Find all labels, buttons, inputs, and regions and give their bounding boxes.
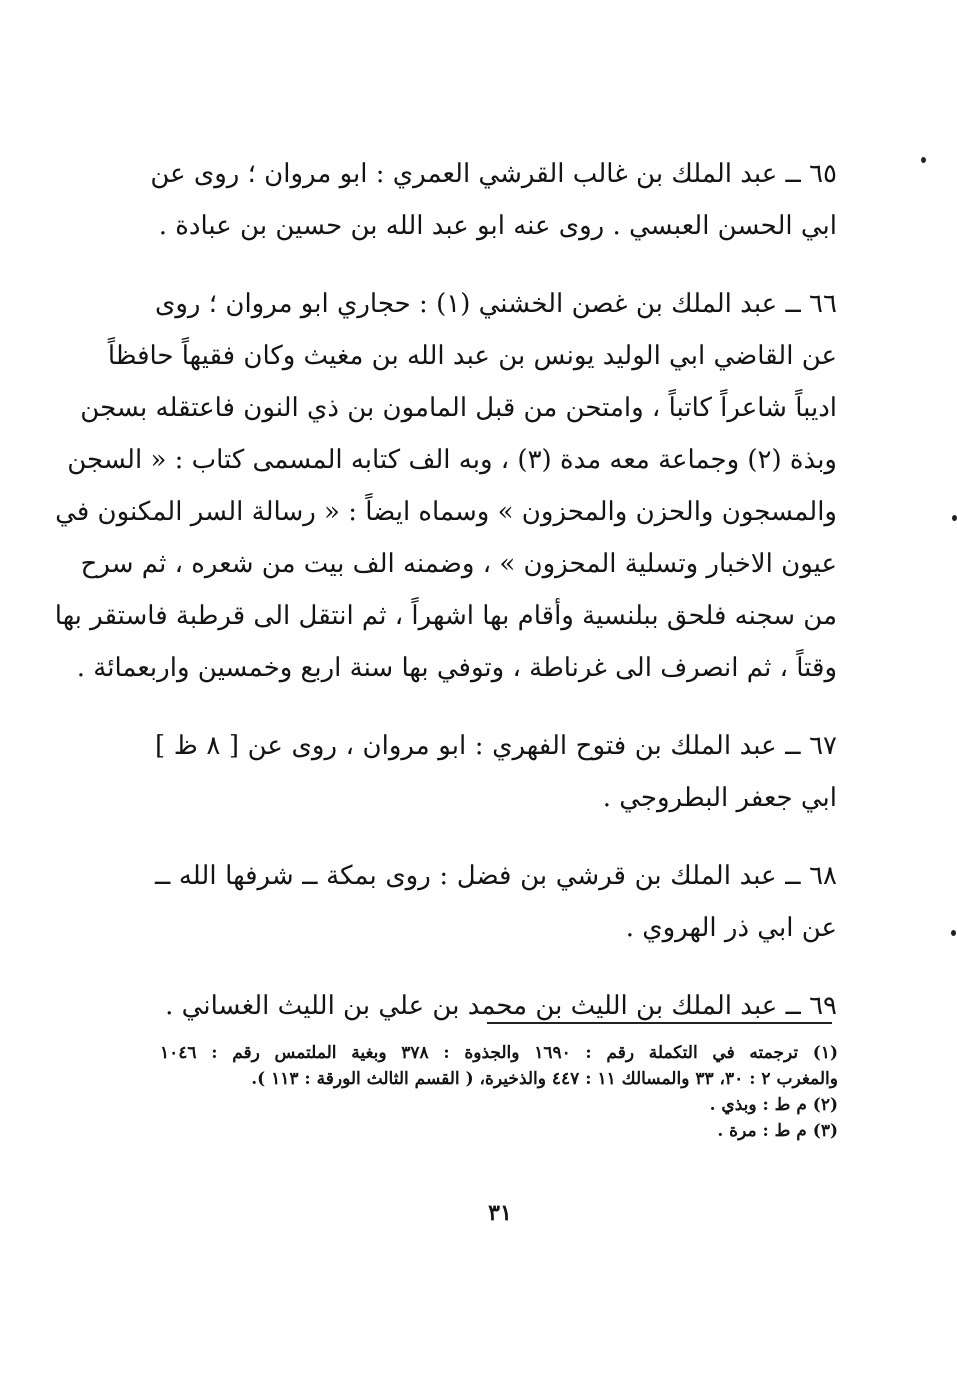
footnote-line: (٢) م ط : وبذي .: [709, 1095, 838, 1115]
margin-dot: [952, 515, 957, 521]
entry-line: ابي الحسن العبسي . روى عنه ابو عبد الله بن حسين بن عبادة .: [158, 211, 837, 241]
entry-line: عن ابي ذر الهروي .: [625, 913, 837, 943]
entry-line: ٦٩ ــ عبد الملك بن الليث بن محمد بن علي بن الليث الغساني .: [165, 991, 837, 1021]
entry-line: ٦٦ ــ عبد الملك بن غصن الخشني (١) : حجاري ابو مروان ؛ روى: [155, 289, 837, 319]
margin-dot: [951, 930, 956, 936]
entry-66: [54, 278, 837, 694]
entry-line: وبذة (٢) وجماعة معه مدة (٣) ، وبه الف كتابه المسمى كتاب : « السجن: [67, 445, 837, 475]
biography-entries: [54, 148, 837, 1032]
entry-line: ٦٧ ــ عبد الملك بن فتوح الفهري : ابو مروان ، روى عن [ ٨ ظ ]: [155, 731, 837, 761]
entry-65: [150, 148, 837, 252]
margin-dot: [921, 157, 926, 163]
entry-line: ٦٨ ــ عبد الملك بن قرشي بن فضل : روى بمكة ــ شرفها الله ــ: [155, 861, 837, 891]
footnote-line: (١) ترجمته في التكملة رقم : ١٦٩٠ والجذوة : ٣٧٨ وبغية الملتمس رقم : ١٠٤٦: [160, 1043, 838, 1063]
entry-line: ٦٥ ــ عبد الملك بن غالب القرشي العمري : ابو مروان ؛ روى عن: [150, 159, 837, 189]
entry-line: وقتاً ، ثم انصرف الى غرناطة ، وتوفي بها سنة اربع وخمسين واربعمائة .: [76, 653, 837, 683]
footnote-line: والمغرب ٢ : ٣٠، ٣٣ والمسالك ١١ : ٤٤٧ والذخيرة، ( القسم الثالث الورقة : ١١٣ ).: [251, 1069, 838, 1089]
footnotes: [160, 1040, 838, 1144]
entry-line: عيون الاخبار وتسلية المحزون » ، وضمنه الف بيت من شعره ، ثم سرح: [80, 549, 837, 579]
entry-67: [155, 720, 837, 824]
entry-68: [155, 850, 837, 954]
entry-line: من سجنه فلحق ببلنسية وأقام بها اشهراً ، ثم انتقل الى قرطبة فاستقر بها: [54, 601, 837, 631]
entry-line: عن القاضي ابي الوليد يونس بن عبد الله بن مغيث وكان فقيهاً حافظاً: [107, 341, 837, 371]
entry-line: ابي جعفر البطروجي .: [602, 783, 837, 813]
entry-69: [155, 980, 837, 1032]
entry-line: اديباً شاعراً كاتباً ، وامتحن من قبل المامون بن ذي النون فاعتقله بسجن: [80, 393, 837, 423]
page-number: ٣١: [488, 1200, 512, 1226]
footnote-line: (٣) م ط : مرة .: [717, 1121, 838, 1141]
entry-line: والمسجون والحزن والمحزون » وسماه ايضاً : « رسالة السر المكنون في: [55, 497, 837, 527]
footnote-divider: [487, 1022, 832, 1024]
